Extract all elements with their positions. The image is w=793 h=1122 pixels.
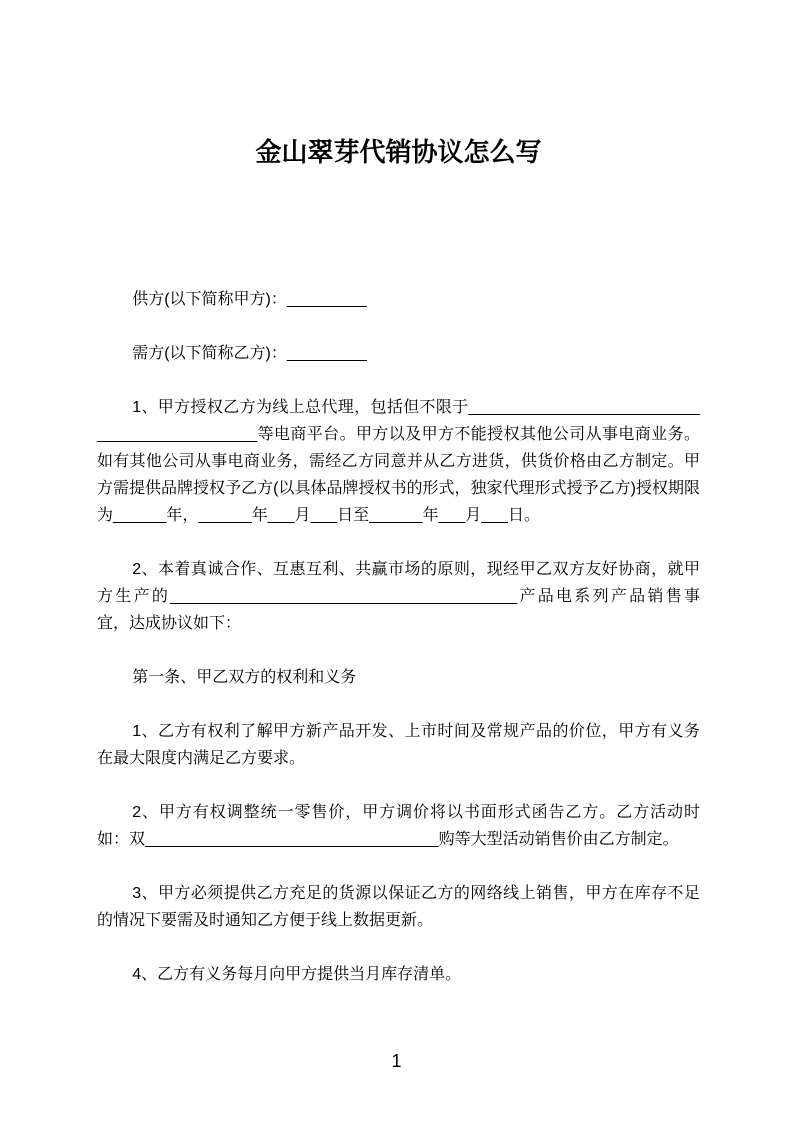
- section-1-item-4: 4、乙方有义务每月向甲方提供当月库存清单。: [132, 966, 462, 983]
- preamble-clause-2: 2、本着真诚合作、互惠互利、共赢市场的原则，现经甲乙双方友好协商，就甲方生产的_______________________________________产品电系列产品销售事宜，达成协议如下：: [97, 561, 700, 632]
- preamble-clause-1: 1、甲方授权乙方为线上总代理，包括但不限于____________________________________________等电商平台。甲方以及甲方不能授权其他公司从事电商业务。如有其他公司从事电商业务，需经乙方同意并从乙方进货，供货价格由乙方制定。甲方需提供品牌授权予乙方(以具体品牌授权书的形式，独家代理形式授予乙方)授权期限为______年，______年___月___日至______年___月___日。: [97, 399, 700, 524]
- document-title: 金山翠芽代销协议怎么写: [255, 137, 542, 167]
- party-a-line: 供方(以下简称甲方)：_________: [132, 291, 367, 308]
- section-1-item-2: 2、甲方有权调整统一零售价，甲方调价将以书面形式函告乙方。乙方活动时如：双_________________________________购等大型活动销售价由乙方制定。: [97, 804, 700, 848]
- party-b-line: 需方(以下简称乙方)：_________: [132, 345, 367, 362]
- page-number: 1: [391, 1051, 402, 1071]
- section-1-item-3: 3、甲方必须提供乙方充足的货源以保证乙方的网络线上销售，甲方在库存不足的情况下要需及时通知乙方便于线上数据更新。: [97, 885, 700, 929]
- section-1-heading: 第一条、甲乙双方的权利和义务: [132, 669, 357, 686]
- section-1-item-1: 1、乙方有权利了解甲方新产品开发、上市时间及常规产品的价位，甲方有义务在最大限度内满足乙方要求。: [97, 723, 700, 767]
